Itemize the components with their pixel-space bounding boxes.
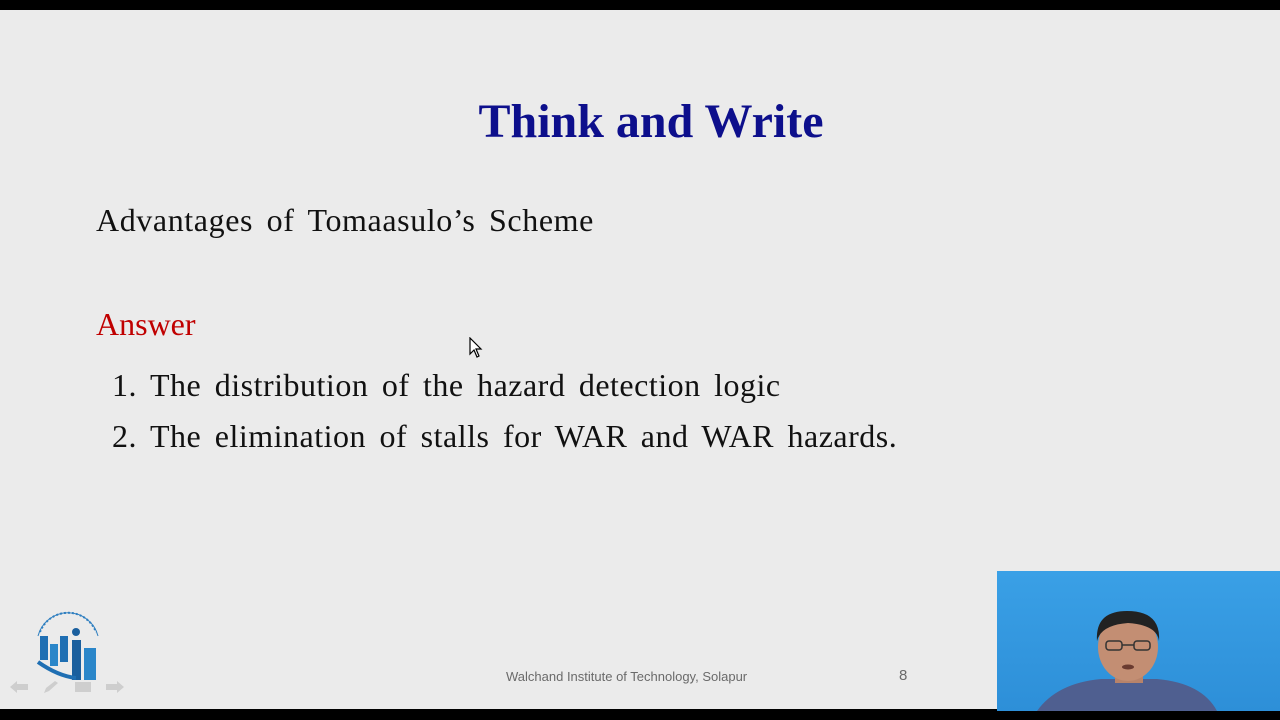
presenter-video — [997, 571, 1280, 711]
question-text: Advantages of Tomaasulo’s Scheme — [96, 202, 594, 238]
presenter-webcam-overlay — [997, 571, 1280, 711]
next-arrow-icon[interactable] — [104, 680, 126, 694]
answer-item — [112, 411, 897, 462]
answer-text: The distribution of the hazard detection logic — [150, 367, 781, 403]
pen-icon[interactable] — [40, 680, 62, 694]
answer-item — [112, 360, 897, 411]
slide-page-number: 8 — [899, 667, 908, 684]
walchand-institute-logo — [32, 602, 104, 684]
menu-icon[interactable] — [72, 680, 94, 694]
answer-number: 1. — [112, 367, 137, 403]
answer-text: The elimination of stalls for WAR and WAR hazards. — [150, 418, 898, 454]
answer-list — [112, 360, 897, 462]
answer-label: Answer — [96, 306, 196, 342]
slide-navigation — [8, 680, 126, 694]
prev-arrow-icon[interactable] — [8, 680, 30, 694]
mouse-pointer-icon — [469, 337, 483, 359]
footer-institute-name: Walchand Institute of Technology, Solapur — [506, 669, 748, 684]
slide-title: Think and Write — [478, 95, 824, 148]
answer-number: 2. — [112, 418, 137, 454]
